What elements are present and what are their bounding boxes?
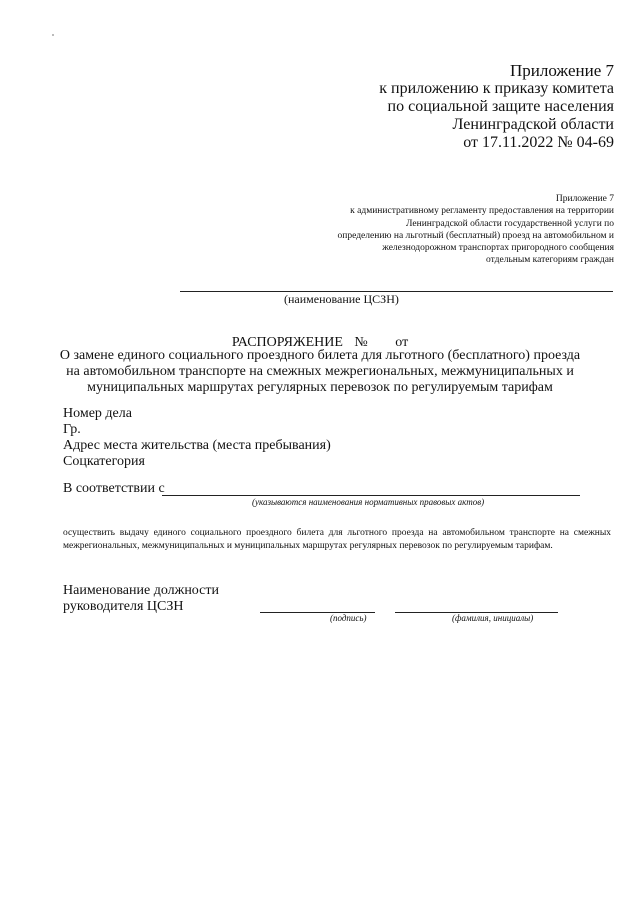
regulation-line: Ленинградской области государственной услуги по: [406, 218, 614, 229]
name-hint: (фамилия, инициалы): [452, 613, 534, 623]
regulation-appendix: [338, 193, 614, 267]
subject-line: муниципальных маршрутах регулярных перевозок по регулируемым тарифам: [87, 380, 553, 395]
regulation-line: определению на льготный (бесплатный) проезд на автомобильном и: [337, 230, 614, 241]
field-address: Адрес места жительства (места пребывания): [63, 438, 331, 453]
order-subject: [40, 348, 600, 396]
basis-label: В соответствии с: [63, 481, 165, 496]
field-citizen: Гр.: [63, 422, 81, 437]
regulation-line: железнодорожном транспортах пригородного сообщения: [382, 243, 614, 254]
position-line: руководителя ЦСЗН: [63, 599, 184, 614]
regulation-line: Приложение 7: [555, 194, 614, 204]
order-number-label: №: [354, 335, 368, 350]
appendix-number: Приложение 7: [510, 61, 614, 80]
order-date-label: от: [395, 335, 409, 350]
case-fields: [63, 406, 331, 470]
order-body: осуществить выдачу единого социального проездного билета для льготного проезда на автомобильном транспорте на смежных межрегиональных, межмуниципальных и муниципальных маршрутах регулярных перевозок по регулируемым тарифам.: [63, 528, 611, 551]
basis-hint: (указываются наименования нормативных правовых актов): [252, 497, 485, 507]
position-line: Наименование должности: [63, 583, 219, 598]
subject-line: на автомобильном транспорте на смежных межрегиональных, межмуниципальных и: [66, 364, 574, 379]
field-social-category: Соцкатегория: [63, 454, 145, 469]
regulation-line: к административному регламенту предоставления на территории: [350, 206, 614, 217]
field-case-number: Номер дела: [63, 406, 132, 421]
authority-hint: (наименование ЦСЗН): [284, 292, 399, 306]
order-title-text: РАСПОРЯЖЕНИЕ: [231, 335, 343, 350]
appendix-line: Ленинградской области: [452, 116, 614, 133]
regulation-line: отдельным категориям граждан: [486, 255, 614, 266]
appendix-line: по социальной защите населения: [387, 98, 614, 115]
appendix-date: от 17.11.2022 № 04-69: [463, 134, 614, 151]
signatory-position: [63, 583, 219, 615]
appendix-line: к приложению к приказу комитета: [379, 80, 614, 97]
signature-hint: (подпись): [330, 613, 367, 623]
appendix-header: [379, 62, 614, 152]
scan-speck: [52, 34, 54, 36]
basis-line: [162, 495, 580, 496]
subject-line: О замене единого социального проездного билета для льготного (бесплатного) проезда: [59, 348, 581, 363]
